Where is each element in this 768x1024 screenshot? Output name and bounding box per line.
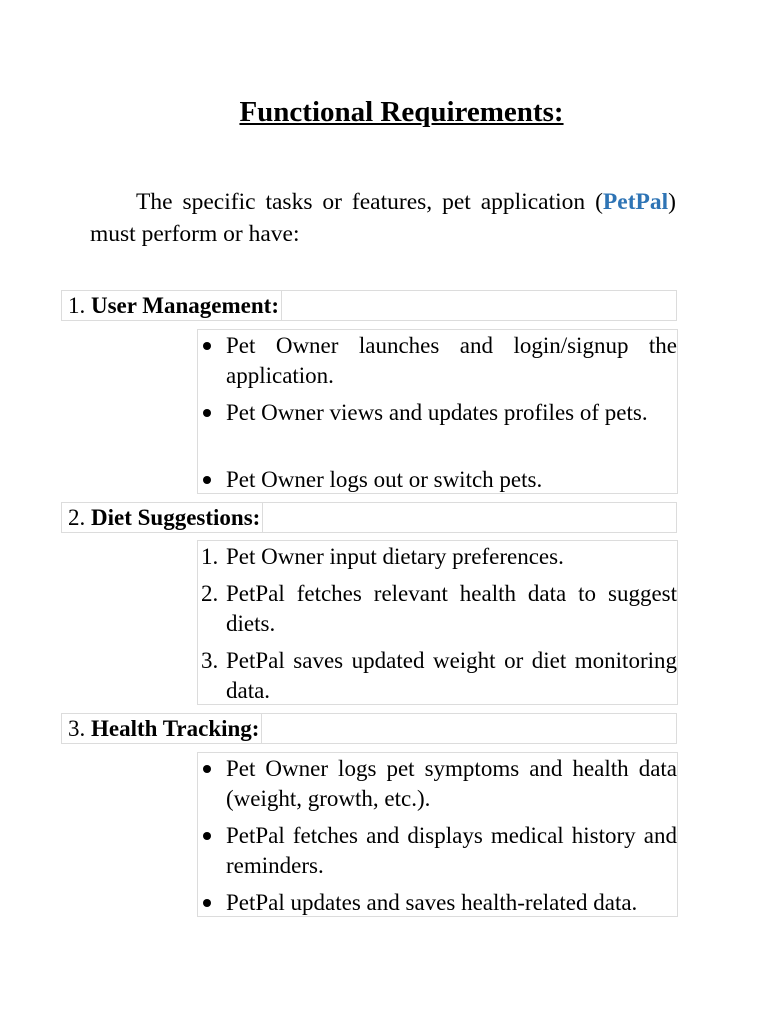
bullet-icon (203, 465, 211, 495)
list-item: PetPal updates and saves health-related data. (226, 890, 638, 915)
bullet-icon (203, 331, 211, 361)
list-item: Pet Owner views and updates profiles of pets. (226, 400, 648, 425)
section-heading-user-management (61, 290, 677, 321)
section-number: 2. (68, 505, 86, 530)
list-item: PetPal fetches relevant health data to suggest diets. (226, 581, 677, 636)
list-item: PetPal saves updated weight or diet monitoring data. (226, 648, 677, 703)
bullet-icon (203, 398, 211, 428)
section-list-user-management (197, 329, 678, 494)
bullet-icon (203, 821, 211, 851)
section-number: 1. (68, 293, 86, 318)
bullet-icon (203, 888, 211, 918)
intro-text-before: The specific tasks or features, pet application ( (136, 189, 603, 215)
list-item: Pet Owner input dietary preferences. (226, 544, 564, 569)
list-item: Pet Owner logs pet symptoms and health data (weight, growth, etc.). (226, 756, 677, 811)
item-number: 3. (201, 648, 219, 673)
section-title: User Management: (91, 291, 282, 320)
section-title: Diet Suggestions: (91, 503, 263, 532)
section-list-diet-suggestions (197, 540, 678, 705)
item-number: 1. (201, 544, 219, 569)
intro-paragraph (90, 186, 676, 250)
section-heading-health-tracking (61, 713, 677, 744)
bullet-icon (203, 754, 211, 784)
brand-name: PetPal (602, 189, 669, 215)
section-number: 3. (68, 716, 86, 741)
page-title: Functional Requirements: (239, 96, 564, 128)
list-item: Pet Owner launches and login/signup the application. (226, 333, 677, 388)
item-number: 2. (201, 581, 219, 606)
intro-text-after: ) must perform or have: (90, 189, 676, 247)
list-item: PetPal fetches and displays medical history and reminders. (226, 823, 677, 878)
section-heading-diet-suggestions (61, 502, 677, 533)
list-item: Pet Owner logs out or switch pets. (226, 467, 543, 492)
section-title: Health Tracking: (91, 714, 262, 743)
section-list-health-tracking (197, 752, 678, 917)
